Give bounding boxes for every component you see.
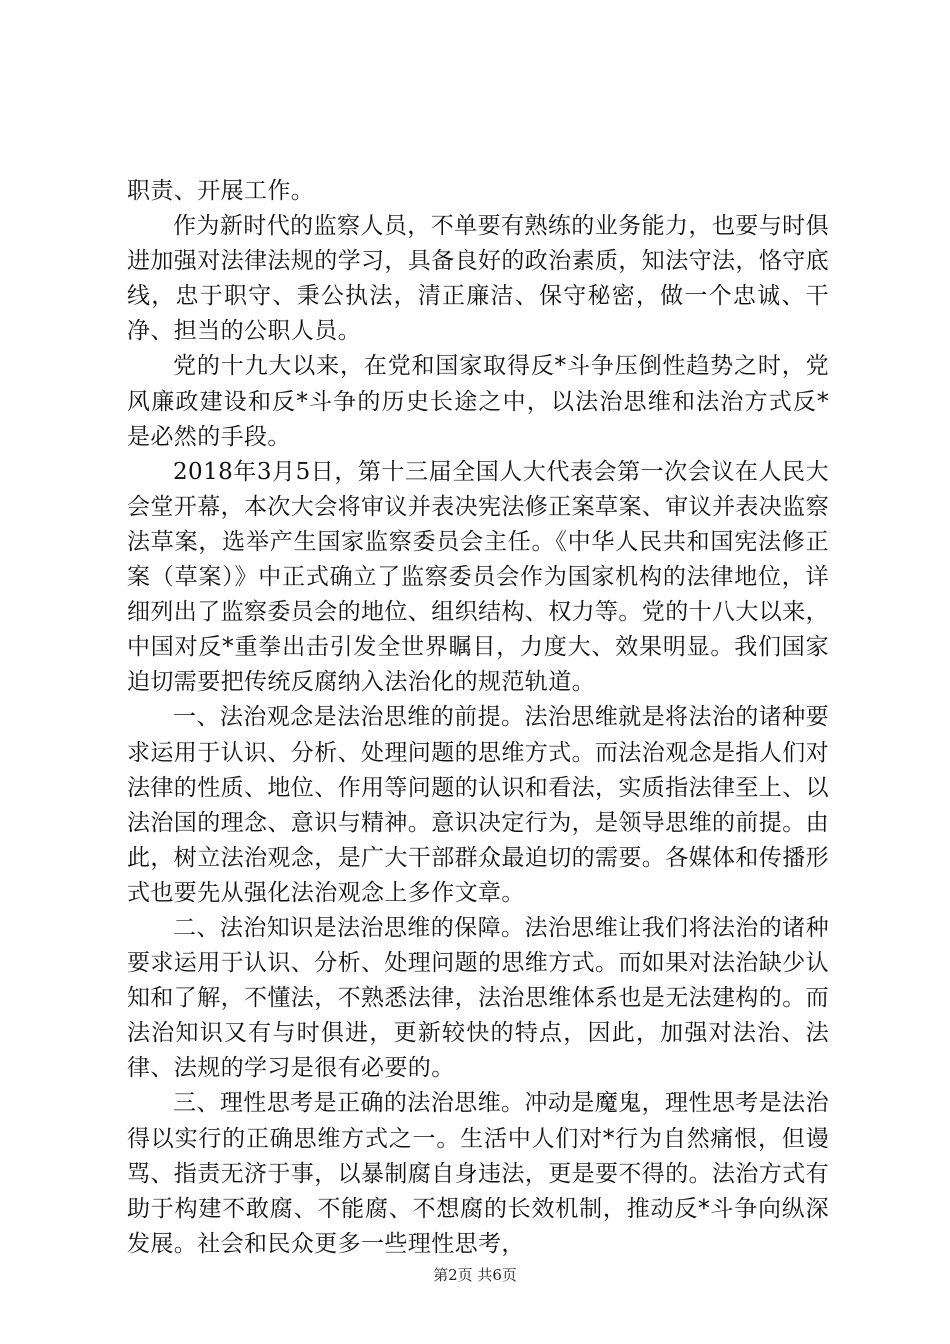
paragraph: 三、理性思考是正确的法治思维。冲动是魔鬼，理性思考是法治得以实行的正确思维方式之一。生活中人们对*行为自然痛恨，但谩骂、指责无济于事，以暴制腐自身违法，更是要不得的。法治方式有助于构建不敢腐、不能腐、不想腐的长效机制，推动反*斗争向纵深发展。社会和民众更多一些理性思考， <box>127 1090 829 1257</box>
page-footer: 第2页 共6页 <box>433 1266 517 1284</box>
paragraph: 党的十九大以来，在党和国家取得反*斗争压倒性趋势之时，党风廉政建设和反*斗争的历史长途之中，以法治思维和法治方式反*是必然的手段。 <box>127 353 829 450</box>
paragraph: 2018年3月5日，第十三届全国人大代表会第一次会议在人民大会堂开幕，本次大会将审议并表决宪法修正案草案、审议并表决监察法草案，选举产生国家监察委员会主任。《中华人民共和国宪法修正案（草案）》中正式确立了监察委员会作为国家机构的法律地位，详细列出了监察委员会的地位、组织结构、权力等。党的十八大以来，中国对反*重拳出击引发全世界瞩目，力度大、效果明显。我们国家迫切需要把传统反腐纳入法治化的规范轨道。 <box>127 458 829 696</box>
paragraph: 二、法治知识是法治思维的保障。法治思维让我们将法治的诸种要求运用于认识、分析、处理问题的思维方式。而如果对法治缺少认知和了解，不懂法，不熟悉法律，法治思维体系也是无法建构的。而法治知识又有与时俱进，更新较快的特点，因此，加强对法治、法律、法规的学习是很有必要的。 <box>127 914 829 1082</box>
paragraph: 一、法治观念是法治思维的前提。法治思维就是将法治的诸种要求运用于认识、分析、处理问题的思维方式。而法治观念是指人们对法律的性质、地位、作用等问题的认识和看法，实质指法律至上、以法治国的理念、意识与精神。意识决定行为，是领导思维的前提。由此，树立法治观念，是广大干部群众最迫切的需要。各媒体和传播形式也要先从强化法治观念上多作文章。 <box>127 704 829 906</box>
document-body <box>127 174 829 1262</box>
paragraph: 作为新时代的监察人员，不单要有熟练的业务能力，也要与时俱进加强对法律法规的学习，具备良好的政治素质，知法守法，恪守底线，忠于职守、秉公执法，清正廉洁、保守秘密，做一个忠诚、干净、担当的公职人员。 <box>127 213 829 345</box>
paragraph: 职责、开展工作。 <box>127 178 315 204</box>
